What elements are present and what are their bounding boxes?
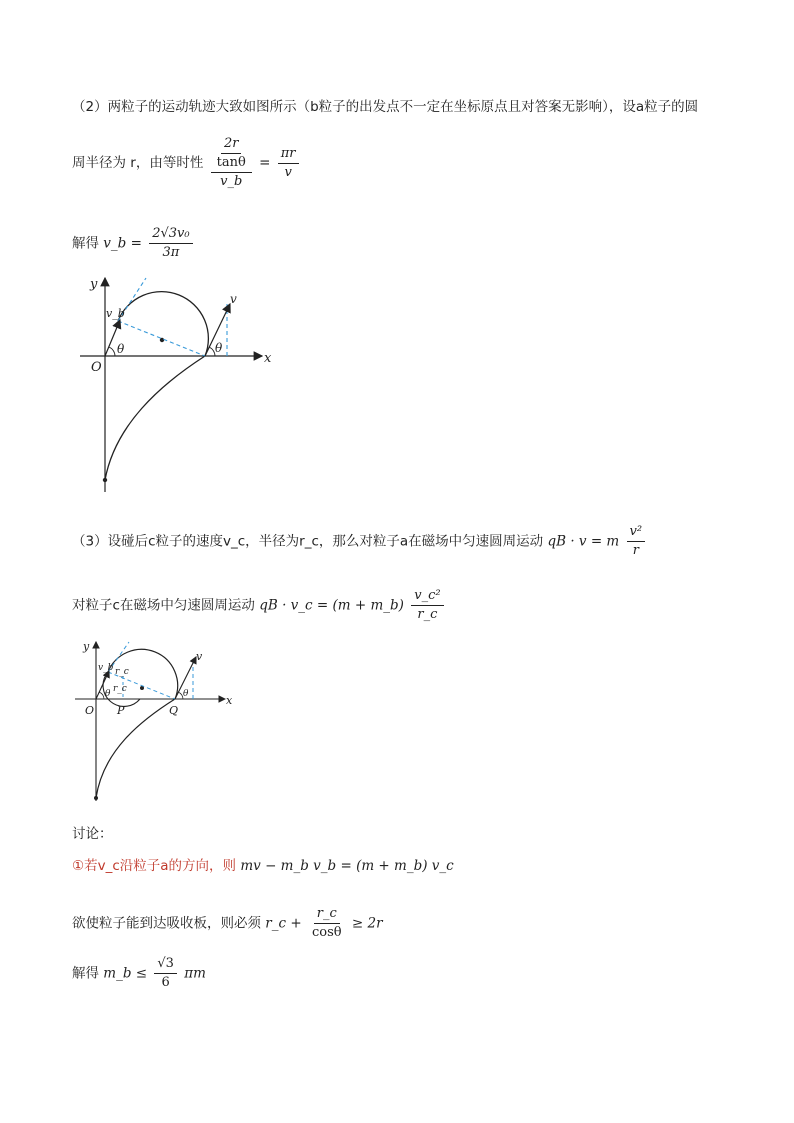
- fig2-label-rc2: r_c: [113, 684, 127, 694]
- result-fraction: [154, 956, 177, 991]
- result-den: 6: [161, 975, 170, 990]
- eq-time-inner-den: tanθ: [216, 155, 246, 170]
- fig2-label-rc1: r_c: [115, 667, 129, 677]
- part3-line2-text: 对粒子c在磁场中匀速圆周运动: [72, 597, 255, 614]
- eq-a-lhs: qB · v = m: [547, 533, 620, 550]
- part2-line1: （2）两粒子的运动轨迹大致如图所示（b粒子的出发点不一定在坐标原点且对答案无影响），设a粒子的圆: [72, 99, 699, 115]
- fig1-label-theta-left: θ: [117, 342, 125, 356]
- vb-result-line: [72, 226, 196, 261]
- vb-lhs: v_b =: [103, 235, 142, 252]
- part2-line2-text: 周半径为 r，由等时性: [72, 155, 204, 171]
- solve-label: 解得: [72, 235, 99, 252]
- condition-lhs: r_c +: [265, 915, 302, 932]
- fig2-label-theta-right: θ: [183, 689, 189, 699]
- fig2-lower-arc: [96, 699, 175, 798]
- fig2-label-origin: O: [85, 704, 95, 717]
- eq-a-num: v²: [627, 524, 646, 542]
- vb-den: 3π: [162, 245, 180, 260]
- part3-line1: [72, 524, 648, 559]
- fig1-label-v: v: [230, 292, 237, 306]
- fig1-label-x: x: [264, 351, 272, 366]
- condition-rhs: ≥ 2r: [351, 915, 383, 932]
- figure2-trajectory-diagram: [75, 636, 245, 806]
- vb-num: 2√3v₀: [149, 226, 192, 244]
- fig1-upper-arc: [118, 292, 208, 356]
- case1-equation: mv − m_b v_b = (m + m_b) v_c: [240, 858, 454, 874]
- eq-c-num: v_c²: [411, 588, 443, 606]
- eq-a-den: r: [632, 543, 639, 558]
- condition-fraction: [309, 906, 345, 941]
- eq-time-rhs-den: v: [284, 164, 292, 180]
- eq-time-num: 2r: [221, 136, 242, 154]
- fig2-label-Q: Q: [169, 704, 179, 717]
- fig1-start-dot: [103, 478, 107, 482]
- condition-num: r_c: [314, 906, 340, 924]
- fig2-label-y: y: [83, 640, 90, 653]
- discussion-title: 讨论：: [72, 826, 113, 842]
- fig1-lower-arc: [105, 356, 205, 480]
- eq-c-den: r_c: [417, 607, 438, 622]
- part2-line2: 周半径为 r，由等时性 $\frac{\frac{2r}{\tan\theta}}{v\_b}$ = $\frac{\pi r}{v}$: [72, 136, 302, 190]
- part3-line1-text: （3）设碰后c粒子的速度v_c，半径为r_c，那么对粒子a在磁场中匀速圆周运动: [72, 533, 544, 550]
- fig2-label-vb: v_b: [98, 663, 114, 673]
- condition-text: 欲使粒子能到达吸收板，则必须: [72, 915, 261, 932]
- fig1-label-y: y: [90, 277, 98, 292]
- condition-line: [72, 906, 383, 941]
- result-num: √3: [154, 956, 177, 974]
- result-line: [72, 956, 206, 991]
- eq-time-den: v_b: [220, 174, 243, 189]
- part3-line2: [72, 588, 447, 623]
- fig1-label-theta-right: θ: [215, 341, 223, 355]
- eq-a-fraction: [627, 524, 646, 559]
- condition-den: cosθ: [311, 925, 342, 940]
- case1-line: [72, 856, 454, 876]
- fig1-label-vb: v_b: [106, 307, 125, 320]
- result-rhs: πm: [184, 965, 206, 982]
- eq-c-lhs: qB · v_c = (m + m_b): [259, 597, 404, 614]
- fig2-angle-left: [99, 692, 104, 699]
- fig2-label-theta-left: θ: [105, 689, 111, 699]
- vb-fraction: [149, 226, 192, 261]
- time-equation-lhs: [211, 136, 252, 190]
- eq-time-rhs-num: πr: [278, 146, 299, 164]
- fig1-label-origin: O: [91, 360, 102, 375]
- result-solve-label: 解得: [72, 965, 99, 982]
- result-lhs: m_b ≤: [103, 965, 148, 982]
- fig2-label-x: x: [226, 694, 233, 707]
- fig1-angle-left: [109, 347, 115, 356]
- fig2-label-P: P: [117, 704, 125, 717]
- fig2-start-dot: [94, 796, 98, 800]
- time-equation-rhs: [278, 146, 299, 181]
- figure1-trajectory-diagram: [80, 270, 280, 500]
- case1-text: ①若v_c沿粒子a的方向，则: [72, 858, 237, 874]
- fig2-label-v: v: [196, 650, 203, 663]
- eq-c-fraction: [411, 588, 443, 623]
